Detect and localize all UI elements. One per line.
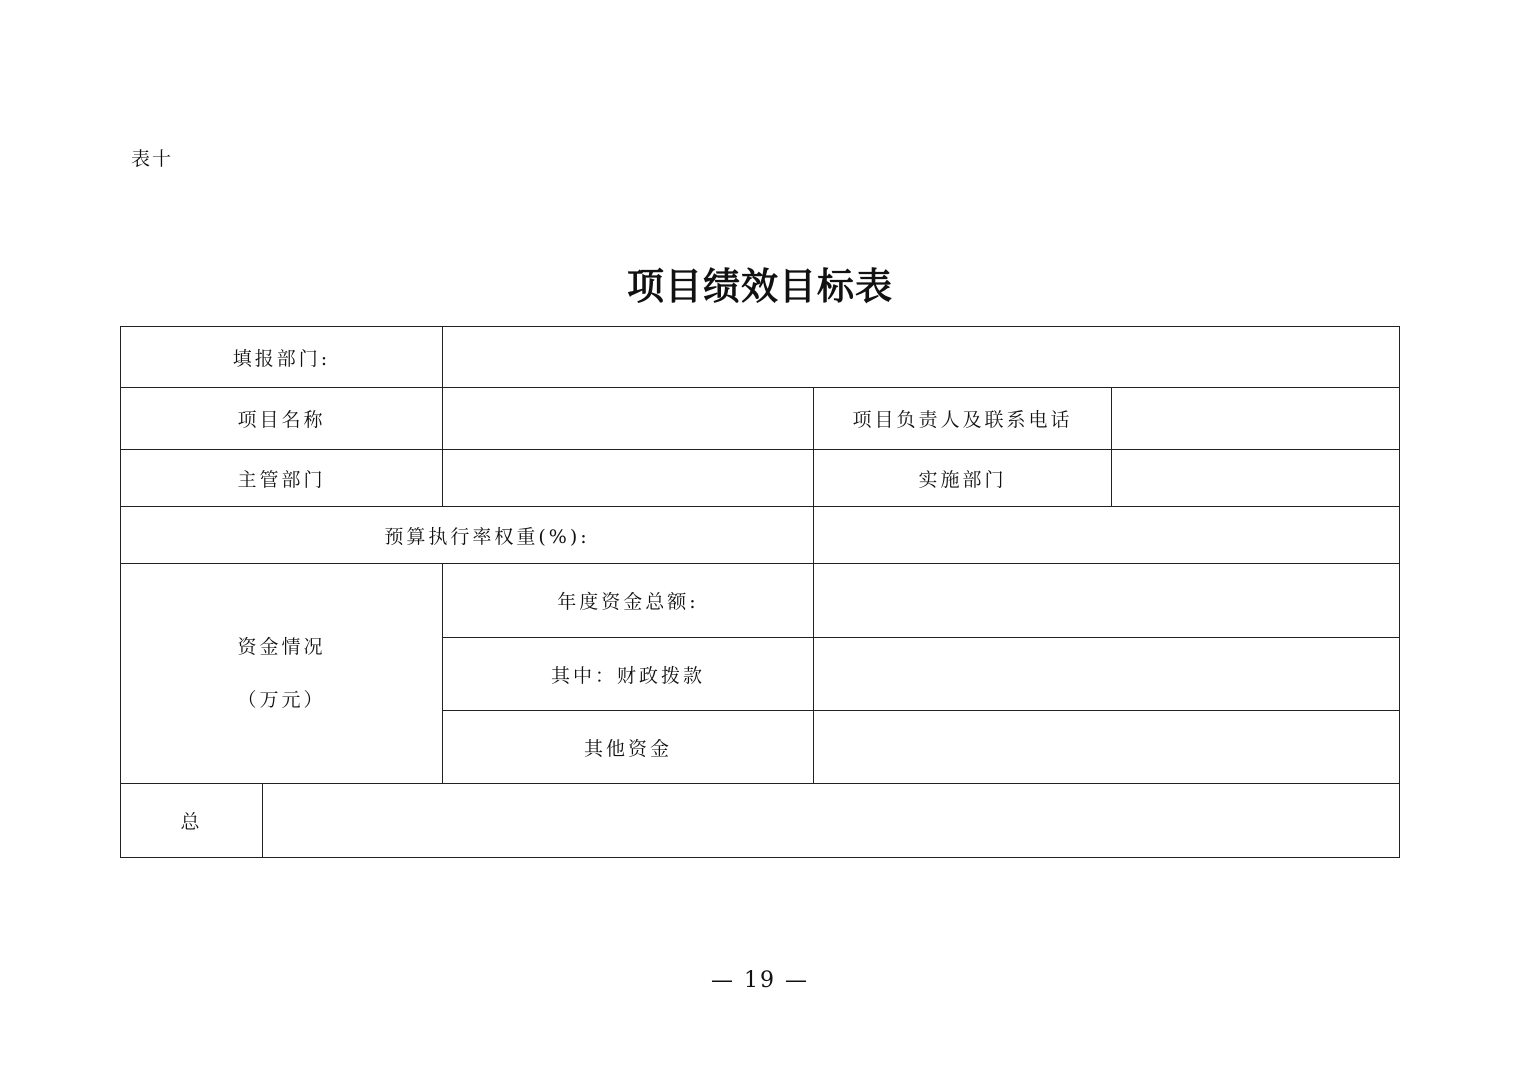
fiscal-allocation-label: 其中：财政拨款 bbox=[443, 638, 814, 711]
table-number-label: 表十 bbox=[131, 148, 174, 170]
funding-status-label bbox=[121, 564, 443, 784]
total-label: 总 bbox=[121, 784, 263, 858]
fiscal-allocation-field[interactable] bbox=[814, 638, 1400, 711]
implementing-department-field[interactable] bbox=[1112, 450, 1400, 507]
competent-department-field[interactable] bbox=[443, 450, 814, 507]
project-name-field[interactable] bbox=[443, 388, 814, 450]
budget-rate-weight-field[interactable] bbox=[814, 507, 1400, 564]
other-funds-field[interactable] bbox=[814, 711, 1400, 784]
funding-unit-text: （万元） bbox=[237, 688, 326, 711]
annual-total-label: 年度资金总额: bbox=[443, 564, 814, 638]
table-row-total bbox=[121, 784, 1400, 858]
filling-department-label: 填报部门: bbox=[121, 327, 443, 388]
budget-rate-weight-label: 预算执行率权重(%): bbox=[121, 507, 814, 564]
annual-total-field[interactable] bbox=[814, 564, 1400, 638]
competent-department-label: 主管部门 bbox=[121, 450, 443, 507]
performance-target-table bbox=[120, 326, 1400, 858]
implementing-department-label: 实施部门 bbox=[814, 450, 1112, 507]
other-funds-label: 其他资金 bbox=[443, 711, 814, 784]
table-row-budget-rate bbox=[121, 507, 1400, 564]
table-row-filling-department bbox=[121, 327, 1400, 388]
funding-label-text: 资金情况 bbox=[237, 635, 326, 658]
project-leader-field[interactable] bbox=[1112, 388, 1400, 450]
table-row-project-name bbox=[121, 388, 1400, 450]
page-number: — 19 — bbox=[711, 968, 809, 993]
filling-department-field[interactable] bbox=[443, 327, 1400, 388]
total-field[interactable] bbox=[263, 784, 1400, 858]
project-leader-label: 项目负责人及联系电话 bbox=[814, 388, 1112, 450]
table-row-annual-funds bbox=[121, 564, 1400, 638]
table-row-departments bbox=[121, 450, 1400, 507]
project-name-label: 项目名称 bbox=[121, 388, 443, 450]
page-title: 项目绩效目标表 bbox=[627, 264, 893, 308]
